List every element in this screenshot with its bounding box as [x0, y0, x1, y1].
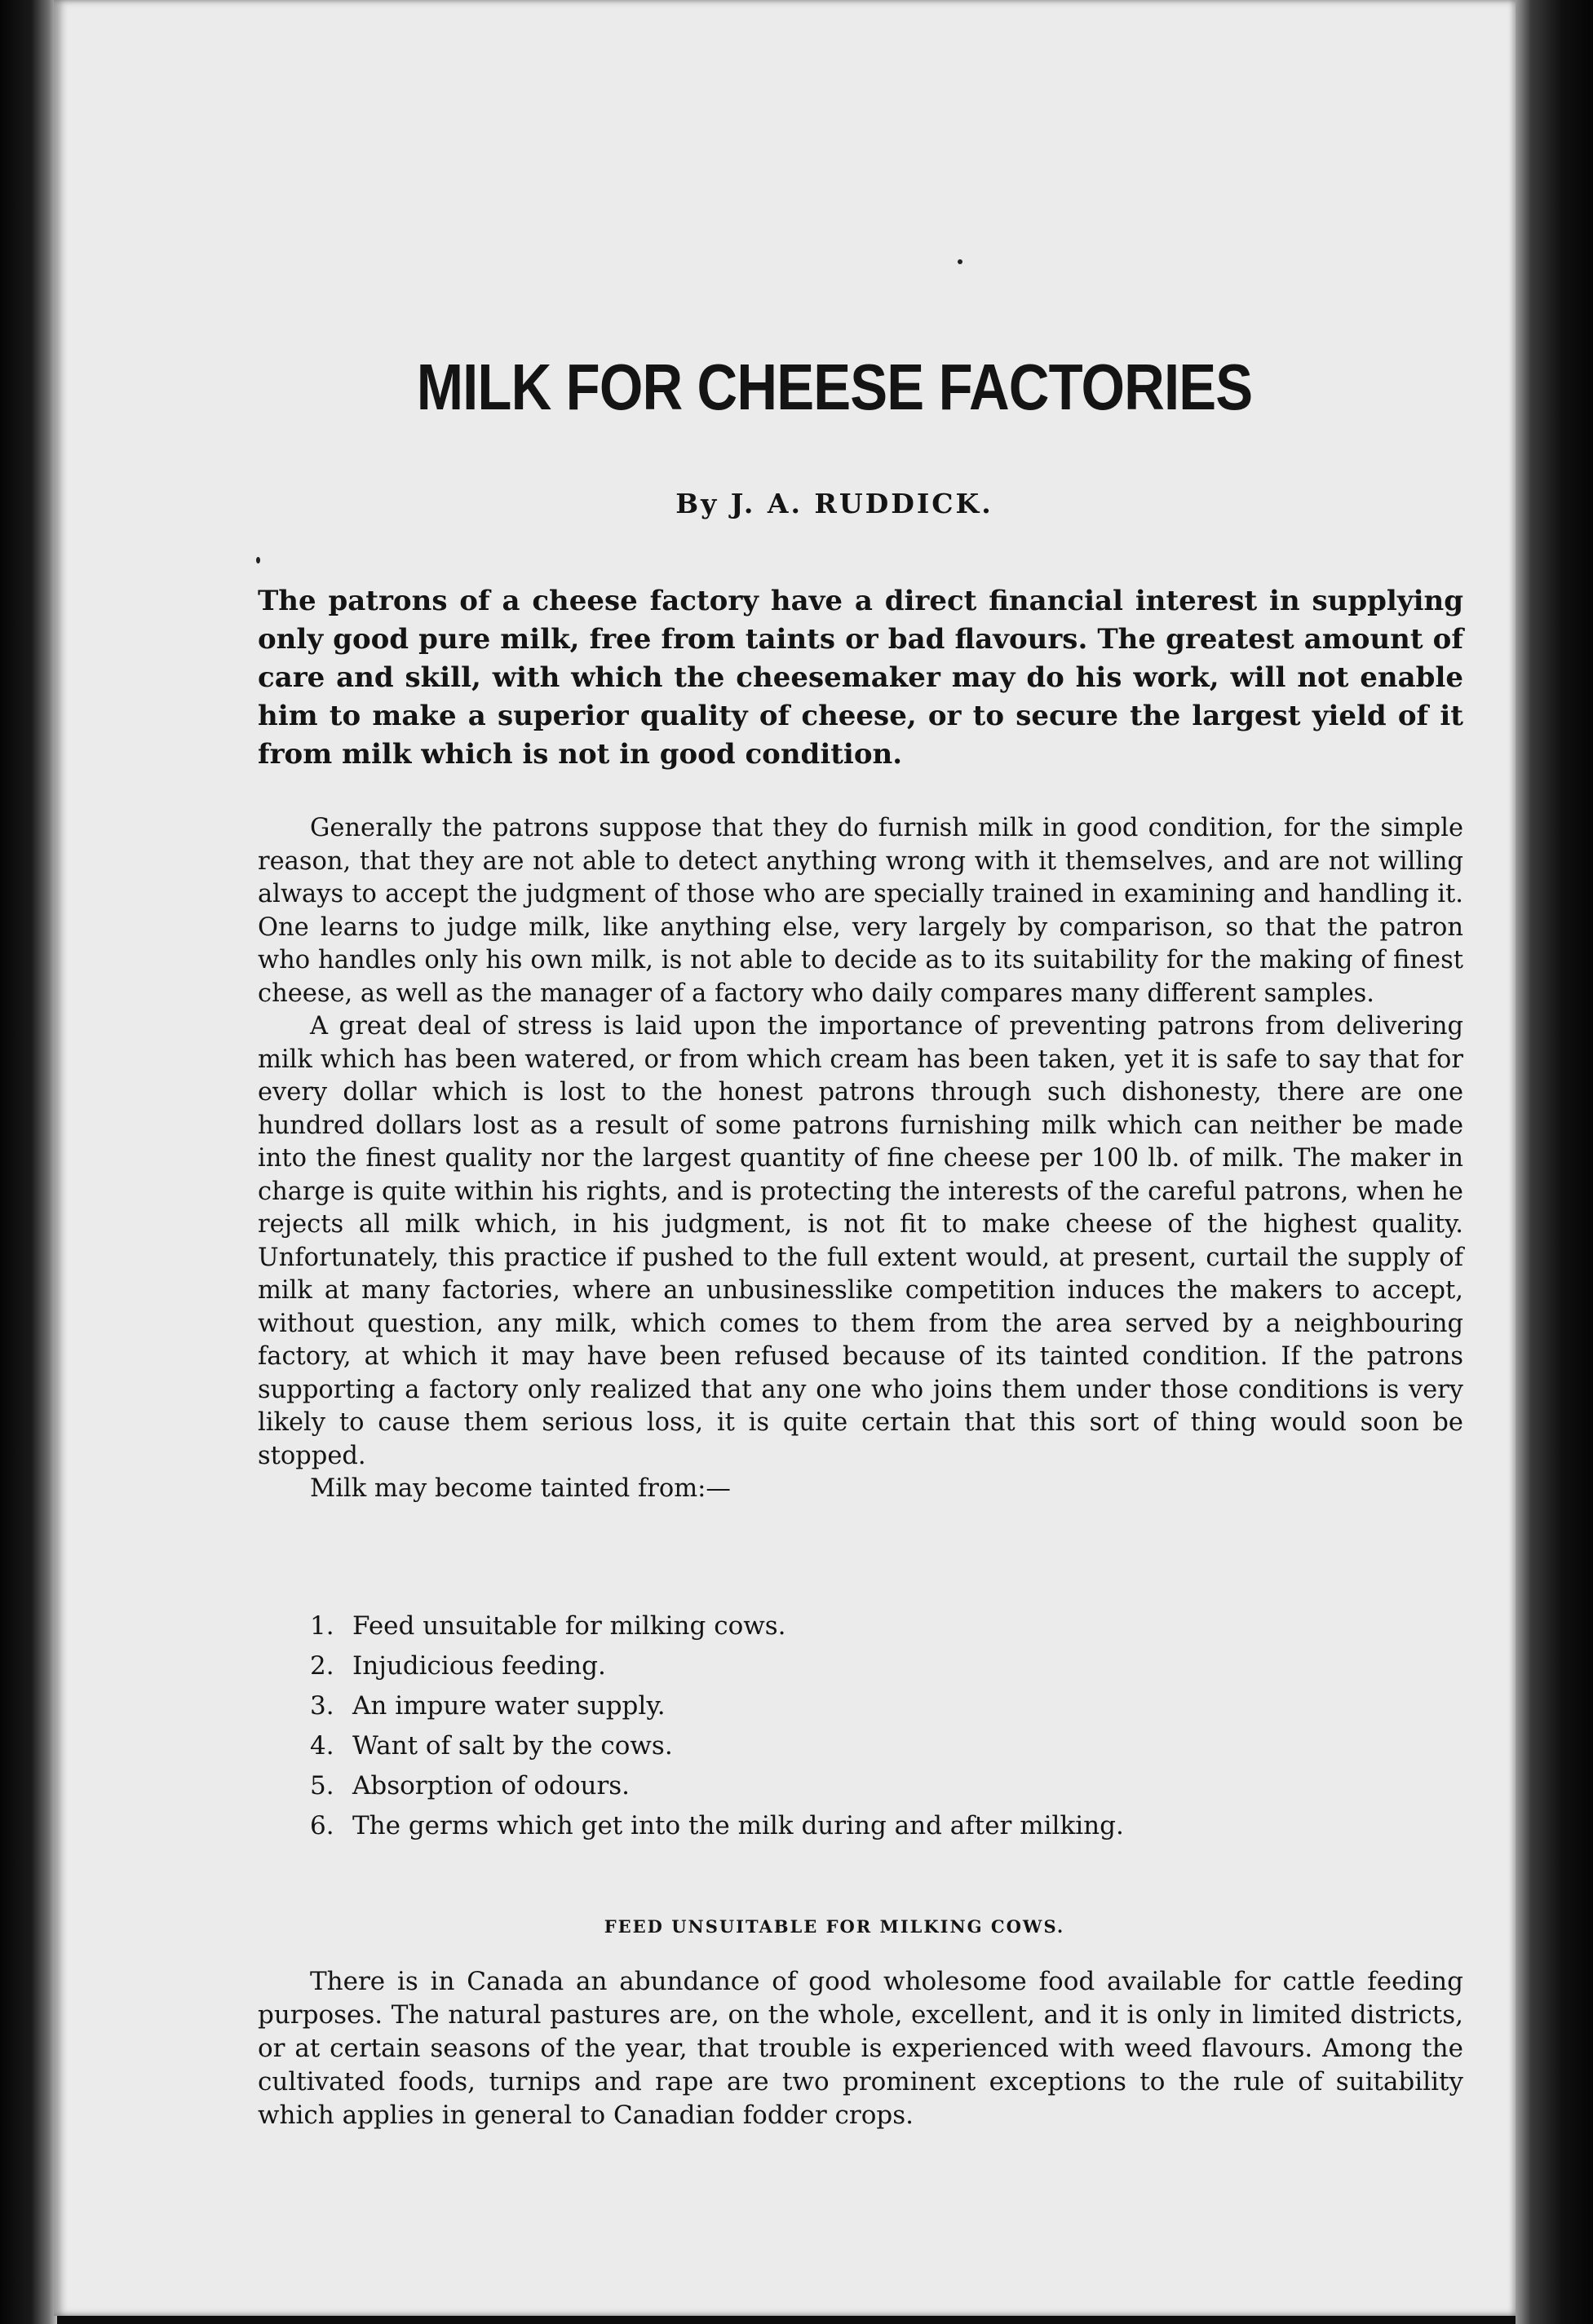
list-text: Want of salt by the cows. [352, 1731, 673, 1761]
article-title: MILK FOR CHEESE FACTORIES [416, 351, 1253, 423]
scan-left-border [0, 0, 57, 2324]
taint-sources-list [310, 1606, 1370, 1846]
list-text: An impure water supply. [352, 1691, 666, 1721]
body-paragraph: A great deal of stress is laid upon the importance of preventing patrons from delivering milk which has been watered, or from which cream has been taken, yet it is safe to say that for every dollar which is lost to the honest patrons through such dishonesty, there are one hundred dollars lost as a result of some patrons furnishing milk which can neither be made into the finest quality nor the largest quantity of fine cheese per 100 lb. of milk. The maker in charge is quite within his rights, and is protecting the interests of the careful patrons, when he rejects all milk which, in his judgment, is not fit to make cheese of the highest quality. Unfortunately, this practice if pushed to the full extent would, at present, curtail the supply of milk at many factories, where an unbusinesslike competition induces the makers to accept, without question, any milk, which comes to them from the area served by a neighbouring factory, at which it may have been refused because of its tainted condition. If the patrons supporting a factory only realized that any one who joins them under those conditions is very likely to cause them serious loss, it is quite certain that this sort of thing would soon be stopped. [258, 1012, 1463, 1470]
list-number: 5. [310, 1771, 334, 1800]
list-item [310, 1766, 1370, 1806]
article-body [258, 812, 1463, 1506]
list-number: 1. [310, 1611, 334, 1641]
scan-right-border [1516, 0, 1593, 2324]
list-text: Injudicious feeding. [352, 1651, 606, 1681]
list-item [310, 1726, 1370, 1766]
body-paragraph: Milk may become tainted from:— [310, 1474, 731, 1503]
list-text: Feed unsuitable for milking cows. [352, 1611, 786, 1641]
list-text: Absorption of odours. [352, 1771, 631, 1800]
document-page [54, 0, 1516, 2316]
list-number: 6. [310, 1811, 334, 1840]
speck-mark [256, 557, 260, 563]
list-item [310, 1646, 1370, 1686]
list-item [310, 1806, 1370, 1846]
list-item [310, 1606, 1370, 1646]
section-paragraph: There is in Canada an abundance of good wholesome food available for cattle feeding purposes. The natural pastures are, on the whole, excellent, and it is only in limited districts, or at certain seasons of the year, that trouble is experienced with weed flavours. Among the cultivated foods, turnips and rape are two prominent exceptions to the rule of suitability which applies in general to Canadian fodder crops. [258, 1967, 1463, 2130]
list-text: The germs which get into the milk during and after milking. [352, 1811, 1124, 1840]
section-heading: FEED UNSUITABLE FOR MILKING COWS. [604, 1916, 1065, 1937]
list-number: 3. [310, 1691, 334, 1721]
list-number: 4. [310, 1731, 334, 1761]
list-item [310, 1686, 1370, 1726]
body-paragraph: Generally the patrons suppose that they do furnish milk in good condition, for the simple reason, that they are not able to detect anything wrong with it themselves, and are not willing always to accept the judgment of those who are specially trained in examining and handling it. One learns to judge milk, like anything else, very largely by comparison, so that the patron who handles only his own milk, is not able to decide as to its suitability for the making of finest cheese, as well as the manager of a factory who daily compares many different samples. [258, 814, 1463, 1008]
list-number: 2. [310, 1651, 334, 1681]
article-byline: By J. A. RUDDICK. [675, 488, 993, 519]
lead-paragraph: The patrons of a cheese factory have a direct financial interest in supplying only good pure milk, free from taints or bad flavours. The greatest amount of care and skill, with which the cheesemaker may do his work, will not enable him to make a superior quality of cheese, or to secure the largest yield of it from milk which is not in good condition. [258, 585, 1463, 771]
speck-mark [958, 259, 962, 264]
